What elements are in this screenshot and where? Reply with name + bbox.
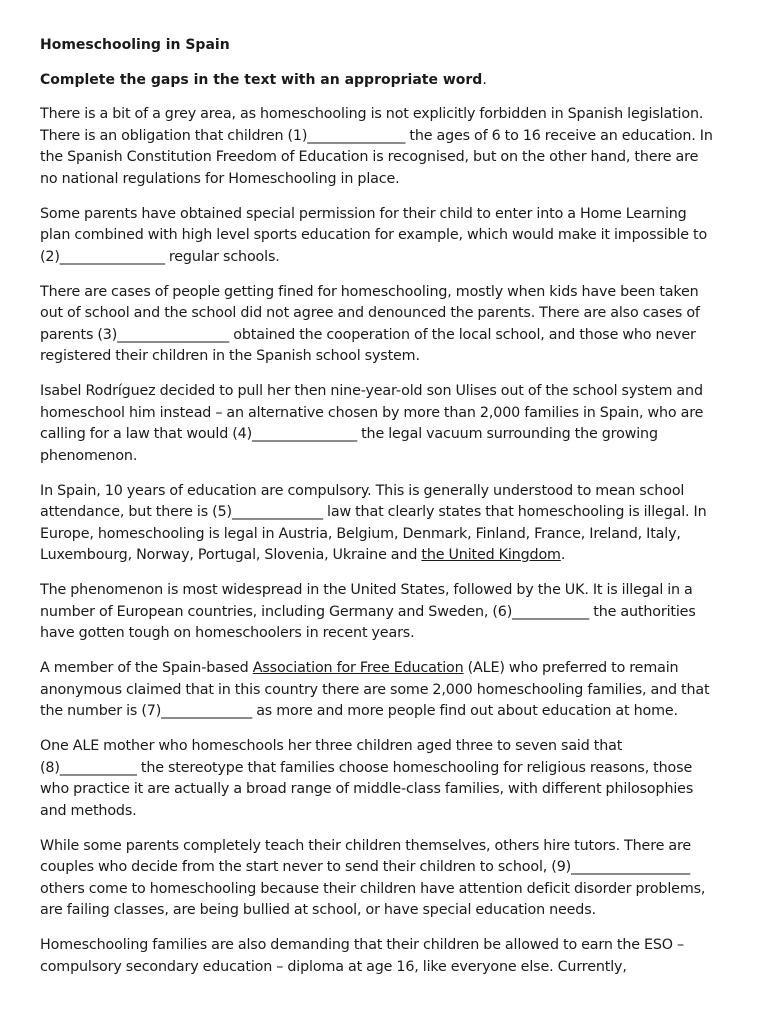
- text-line: homeschool him instead – an alternative chosen by more than 2,000 families in Spain, who are: [40, 404, 704, 421]
- text-line: anonymous claimed that in this country there are some 2,000 homeschooling families, and that: [40, 681, 710, 698]
- text-line: attendance, but there is (5)_____________ law that clearly states that homeschooling is illegal. In: [40, 504, 707, 520]
- text-line: are failing classes, are being bullied at school, or have special education needs.: [40, 902, 596, 918]
- text-line: There are cases of people getting fined for homeschooling, mostly when kids have been taken: [40, 283, 699, 300]
- text-line: and methods.: [40, 802, 137, 819]
- paragraph-1: [40, 104, 730, 190]
- instruction-text: Complete the gaps in the text with an appropriate word: [40, 72, 483, 88]
- text-line: calling for a law that would (4)_______________ the legal vacuum surrounding the growing: [40, 426, 658, 442]
- text-line: couples who decide from the start never to send their children to school, (9)_________________: [40, 859, 691, 875]
- text-line: others come to homeschooling because their children have attention deficit disorder problems,: [40, 880, 706, 897]
- text-segment: A member of the Spain-based: [40, 660, 253, 676]
- text-line: phenomenon.: [40, 447, 138, 464]
- text-line: have gotten tough on homeschoolers in recent years.: [40, 625, 415, 641]
- text-line: number of European countries, including Germany and Sweden, (6)___________ the authorities: [40, 603, 696, 620]
- uk-link[interactable]: the United Kingdom: [421, 547, 561, 563]
- text-line: plan combined with high level sports education for example, which would make it impossible to: [40, 227, 708, 243]
- text-line: The phenomenon is most widespread in the United States, followed by the UK. It is illegal in a: [40, 582, 693, 598]
- paragraph-6: [40, 580, 730, 645]
- text-line: who practice it are actually a broad range of middle-class families, with different philosophies: [40, 781, 694, 797]
- instruction-end: .: [482, 72, 487, 88]
- text-segment: Luxembourg, Norway, Portugal, Slovenia, Ukraine and: [40, 547, 422, 563]
- text-line: compulsory secondary education – diploma at age 16, like everyone else. Currently,: [40, 958, 627, 975]
- ale-link[interactable]: Association for Free Education: [252, 660, 464, 676]
- text-line: [40, 545, 730, 567]
- text-line: While some parents completely teach their children themselves, others hire tutors. There are: [40, 837, 692, 854]
- text-line: There is a bit of a grey area, as homeschooling is not explicitly forbidden in Spanish legislation.: [40, 106, 704, 122]
- text-segment: .: [560, 547, 566, 563]
- paragraph-2: [40, 204, 730, 269]
- text-line: One ALE mother who homeschools her three children aged three to seven said that: [40, 738, 623, 754]
- text-line: Some parents have obtained special permission for their child to enter into a Home Learning: [40, 205, 687, 222]
- text-line: the Spanish Constitution Freedom of Education is recognised, but on the other hand, there are: [40, 149, 699, 165]
- text-line: (2)_______________ regular schools.: [40, 248, 280, 265]
- text-line: Isabel Rodríguez decided to pull her then nine-year-old son Ulises out of the school system and: [40, 383, 703, 399]
- text-line: out of school and the school did not agree and denounced the parents. There are also cases of: [40, 305, 700, 321]
- text-line: the number is (7)_____________ as more and more people find out about education at home.: [40, 703, 678, 719]
- text-line: parents (3)________________ obtained the cooperation of the local school, and those who never: [40, 326, 696, 343]
- text-line: no national regulations for Homeschooling in place.: [40, 170, 400, 187]
- text-line: Homeschooling families are also demanding that their children be allowed to earn the ESO –: [40, 937, 684, 953]
- text-line: registered their children in the Spanish school system.: [40, 348, 420, 364]
- text-line: [40, 658, 730, 680]
- paragraph-9: [40, 836, 730, 922]
- paragraph-7: [40, 658, 730, 723]
- instruction: [40, 69, 730, 91]
- paragraph-4: [40, 381, 730, 467]
- paragraph-10: [40, 935, 730, 978]
- text-line: In Spain, 10 years of education are compulsory. This is generally understood to mean school: [40, 482, 685, 499]
- worksheet-page: [40, 34, 730, 992]
- paragraph-3: [40, 282, 730, 368]
- text-line: (8)___________ the stereotype that families choose homeschooling for religious reasons, those: [40, 759, 693, 776]
- text-line: There is an obligation that children (1)______________ the ages of 6 to 16 receive an education. In: [40, 127, 713, 144]
- text-segment: (ALE) who preferred to remain: [463, 660, 679, 676]
- paragraph-8: [40, 736, 730, 822]
- text-line: Europe, homeschooling is legal in Austria, Belgium, Denmark, Finland, France, Ireland, Italy,: [40, 525, 681, 542]
- document-title: Homeschooling in Spain: [40, 37, 230, 53]
- paragraph-5: [40, 481, 730, 567]
